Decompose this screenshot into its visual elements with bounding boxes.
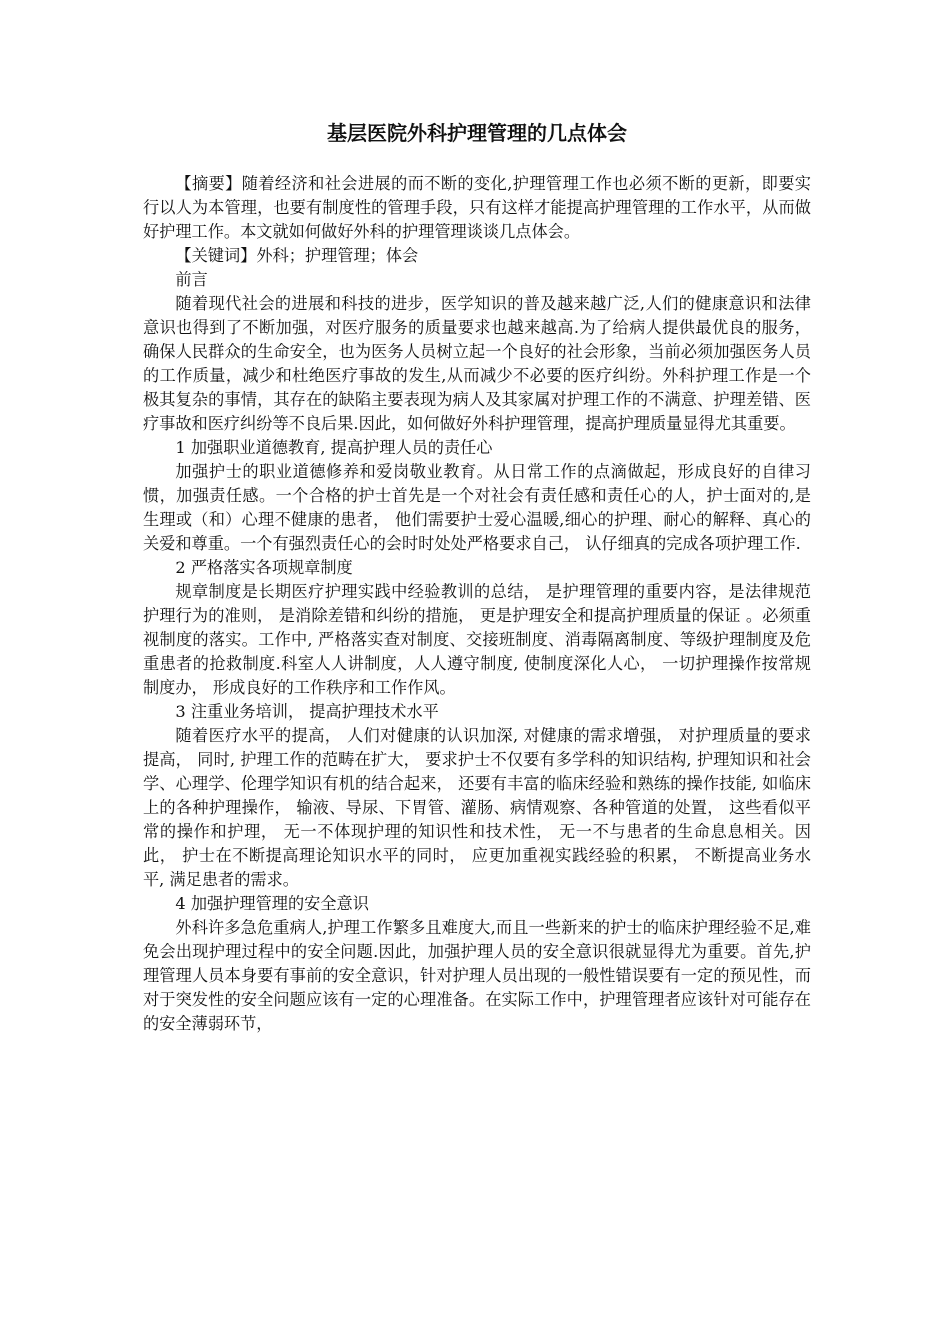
- section-heading-preface: 前言: [175, 270, 208, 289]
- section-2-paragraph: 规章制度是长期医疗护理实践中经验教训的总结， 是护理管理的重要内容，是法律规范护理行为的准则， 是消除差错和纠纷的措施， 更是护理安全和提高护理质量的保证 。必须重视制度的落实。工作中, 严格落实查对制度、交接班制度、消毒隔离制度、等级护理制度及危重患者的抢救制度.科室人人讲制度，人人遵守制度, 使制度深化人心， 一切护理操作按常规制度办， 形成良好的工作秩序和工作作风。: [143, 582, 811, 697]
- section-heading-3: 3 注重业务培训， 提高护理技术水平: [175, 702, 439, 721]
- preface-paragraph: 随着现代社会的进展和科技的进步，医学知识的普及越来越广泛,人们的健康意识和法律意识也得到了不断加强，对医疗服务的质量要求也越来越高.为了给病人提供最优良的服务，确保人民群众的生命安全，也为医务人员树立起一个良好的社会形象，当前必须加强医务人员的工作质量，减少和杜绝医疗事故的发生,从而减少不必要的医疗纠纷。外科护理工作是一个极其复杂的事情，其存在的缺陷主要表现为病人及其家属对护理工作的不满意、护理差错、医疗事故和医疗纠纷等不良后果.因此，如何做好外科护理管理，提高护理质量显得尤其重要。: [143, 294, 811, 433]
- document-title: 基层医院外科护理管理的几点体会: [327, 121, 627, 145]
- keywords-paragraph: 【关键词】外科；护理管理；体会: [175, 246, 419, 265]
- section-heading-2: 2 严格落实各项规章制度: [175, 558, 353, 577]
- section-heading-1: 1 加强职业道德教育, 提高护理人员的责任心: [175, 438, 493, 457]
- section-heading-4: 4 加强护理管理的安全意识: [175, 894, 369, 913]
- document-page: [143, 118, 811, 1036]
- section-1-paragraph: 加强护士的职业道德修养和爱岗敬业教育。从日常工作的点滴做起，形成良好的自律习惯，加强责任感。一个合格的护士首先是一个对社会有责任感和责任心的人，护士面对的,是生理或（和）心理不健康的患者， 他们需要护士爱心温暖,细心的护理、耐心的解释、真心的关爱和尊重。一个有强烈责任心的会时时处处严格要求自己， 认仔细真的完成各项护理工作.: [143, 462, 811, 553]
- section-4-paragraph: 外科许多急危重病人,护理工作繁多且难度大,而且一些新来的护士的临床护理经验不足,难免会出现护理过程中的安全问题.因此，加强护理人员的安全意识很就显得尤为重要。首先,护理管理人员本身要有事前的安全意识，针对护理人员出现的一般性错误要有一定的预见性，而对于突发性的安全问题应该有一定的心理准备。在实际工作中，护理管理者应该针对可能存在的安全薄弱环节，: [143, 918, 811, 1033]
- section-3-paragraph: 随着医疗水平的提高， 人们对健康的认识加深, 对健康的需求增强， 对护理质量的要求提高， 同时, 护理工作的范畴在扩大， 要求护士不仅要有多学科的知识结构, 护理知识和社会学、心理学、伦理学知识有机的结合起来， 还要有丰富的临床经验和熟练的操作技能, 如临床上的各种护理操作， 输液、导尿、下胃管、灌肠、病情观察、各种管道的处置， 这些看似平常的操作和护理， 无一不体现护理的知识性和技术性， 无一不与患者的生命息息相关。因此， 护士在不断提高理论知识水平的同时， 应更加重视实践经验的积累， 不断提高业务水平, 满足患者的需求。: [143, 726, 811, 889]
- abstract-paragraph: 【摘要】随着经济和社会进展的而不断的变化,护理管理工作也必须不断的更新，即要实行以人为本管理，也要有制度性的管理手段，只有这样才能提高护理管理的工作水平，从而做好护理工作。本文就如何做好外科的护理管理谈谈几点体会。: [143, 174, 811, 241]
- document-body: [143, 172, 811, 1036]
